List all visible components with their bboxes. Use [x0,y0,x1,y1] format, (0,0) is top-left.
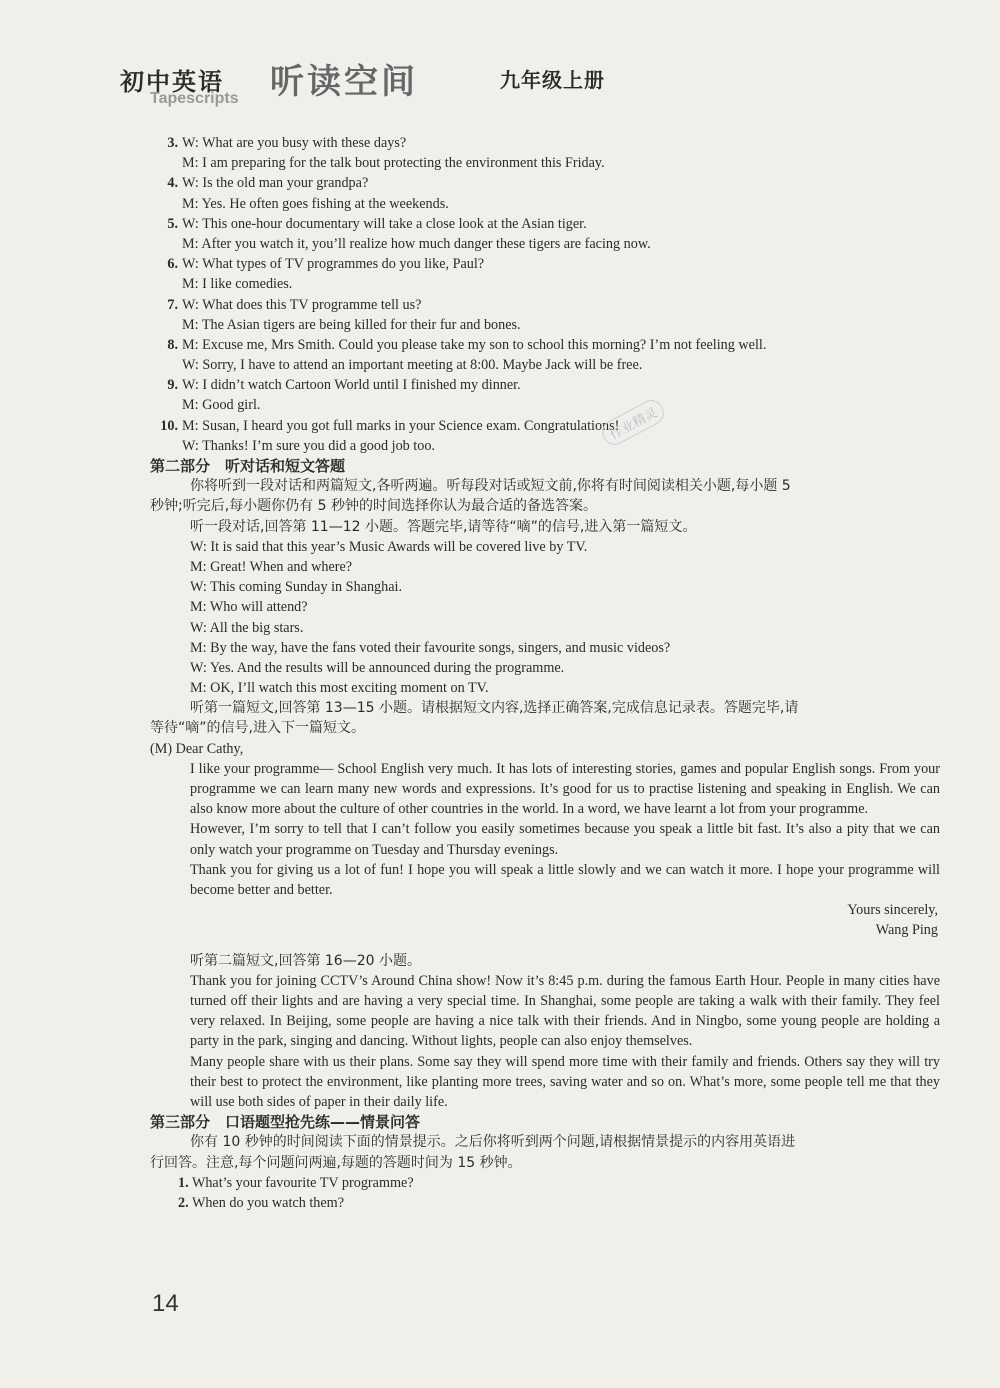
instruction-text: 等待“嘀”的信号,进入下一篇短文。 [150,720,365,737]
question-line [150,1193,940,1213]
speaker: W [182,215,195,232]
dialogue-line: M: Who will attend? [190,599,308,616]
speaker: M [190,599,203,616]
speaker: W [190,538,203,555]
utterance: Good girl. [202,397,261,414]
instruction-text: 你有 10 秒钟的时间阅读下面的情景提示。之后你将听到两个问题,请根据情景提示的内容用英语进 [190,1134,796,1151]
item-number: 8. [167,336,178,353]
utterance: OK, I’ll watch this most exciting moment on TV. [210,680,489,697]
dialogue-line: M: I am preparing for the talk bout protecting the environment this Friday. [182,155,605,172]
question-line [150,1173,940,1193]
letter-greeting: (M) Dear Cathy, [150,740,244,757]
instruction-text: 听第二篇短文,回答第 16—20 小题。 [190,952,421,969]
utterance: Yes. And the results will be announced during the programme. [209,659,565,676]
utterance: Thanks! I’m sure you did a good job too. [202,437,435,454]
utterance: After you watch it, you’ll realize how much danger these tigers are facing now. [201,235,651,252]
speaker: W [182,135,195,151]
instruction-text: 秒钟;听完后,每小题你仍有 5 秒钟的时间选择你认为最合适的备选答案。 [150,498,597,515]
speaker: M [182,195,195,212]
dialogue-line: W: It is said that this year’s Music Awards will be covered live by TV. [190,538,588,555]
speaker: M [182,276,195,293]
dialogue-line: M: After you watch it, you’ll realize how much danger these tigers are facing now. [182,235,651,252]
speaker: M [182,155,195,172]
speaker: M [182,397,195,414]
dialogue-line: 10. M: Susan, I heard you got full marks in your Science exam. Congratulations! [150,416,940,436]
utterance: What does this TV programme tell us? [202,296,422,313]
page-number: 14 [152,1290,179,1317]
page-header [120,50,920,110]
speaker: M [190,680,203,697]
watermark-stamp: 作业精灵 [598,396,668,449]
utterance: By the way, have the fans voted their favourite songs, singers, and music videos? [210,639,671,656]
tapescript-content [150,133,940,1213]
letter-paragraph: However, I’m sorry to tell that I can’t follow you easily sometimes because you speak a little bit fast. It’s also a pity that we can only watch your programme on Tuesday and Thursday evenings. [190,821,940,858]
question-number: 2. [178,1194,189,1211]
dialogue-line: M: I like comedies. [182,276,293,293]
dialogue-line: W: Yes. And the results will be announced during the programme. [190,659,565,676]
section-heading: 第二部分 听对话和短文答题 [150,457,346,475]
dialogue-line: W: Thanks! I’m sure you did a good job too. [182,437,435,454]
dialogue-line: M: OK, I’ll watch this most exciting moment on TV. [190,680,489,697]
dialogue-line: 6. W: What types of TV programmes do you like, Paul? [150,254,940,274]
dialogue-line: W: This coming Sunday in Shanghai. [190,579,403,596]
passage-paragraph: Thank you for joining CCTV’s Around China show! Now it’s 8:45 p.m. during the famous Earth Hour. People in many cities have turned off their lights and are having a very special time. In Shanghai, some people are taking a walk with their family. They feel very relaxed. In Beijing, some people are having a nice talk with their friends. And in Ningbo, some young people are holding a party in the park, singing and dancing. Without lights, people can also enjoy themselves. [190,972,940,1050]
utterance: I didn’t watch Cartoon World until I finished my dinner. [202,377,521,394]
item-number: 7. [167,296,178,313]
instruction-text: 你将听到一段对话和两篇短文,各听两遍。听每段对话或短文前,你将有时间阅读相关小题,每小题 5 [190,478,791,495]
utterance: Is the old man your grandpa? [202,175,369,192]
letter-signature: Wang Ping [875,922,938,939]
section-tag: Tapescripts [150,90,239,107]
utterance: Susan, I heard you got full marks in your Science exam. Congratulations! [202,417,620,434]
utterance: I like comedies. [202,276,293,293]
instruction-text: 听第一篇短文,回答第 13—15 小题。请根据短文内容,选择正确答案,完成信息记录表。答题完毕,请 [190,700,799,717]
dialogue-line: M: Great! When and where? [190,558,353,575]
item-number: 9. [167,377,178,394]
speaker: W [190,659,203,676]
utterance: This coming Sunday in Shanghai. [210,579,403,596]
speaker: M [190,639,203,656]
grade-title: 九年级上册 [500,68,605,92]
utterance: What types of TV programmes do you like, Paul? [202,256,485,273]
speaker: W [190,579,203,596]
brand-title: 听读空间 [270,62,418,102]
dialogue-line: 8. M: Excuse me, Mrs Smith. Could you please take my son to school this morning? I’m not feeling well. [150,335,940,355]
speaker: M [182,417,195,434]
dialogue-line: 4. W: Is the old man your grandpa? [150,173,940,193]
speaker: M [182,316,195,333]
speaker: W [182,256,195,273]
item-number: 6. [167,256,178,273]
instruction-text: 听一段对话,回答第 11—12 小题。答题完毕,请等待“嘀”的信号,进入第一篇短文。 [190,518,697,535]
dialogue-line: M: The Asian tigers are being killed for their fur and bones. [182,316,521,333]
letter-paragraph: I like your programme— School English very much. It has lots of interesting stories, games and popular English songs. From your programme we can learn many new words and expressions. It’s good for us to practise listening and speaking in English. We can also know more about the culture of other countries in the world. In a word, we have learnt a lot from your programme. [190,760,940,818]
dialogue-line: M: Yes. He often goes fishing at the weekends. [182,195,449,212]
utterance: The Asian tigers are being killed for their fur and bones. [201,316,521,333]
speaker: W [182,437,195,454]
series-title: 初中英语 [120,68,224,96]
item-number: 3. [167,135,178,151]
dialogue-line: W: Sorry, I have to attend an important meeting at 8:00. Maybe Jack will be free. [182,357,643,374]
utterance: All the big stars. [209,619,304,636]
section-heading: 第三部分 口语题型抢先练——情景问答 [150,1113,421,1132]
speaker: M [182,336,195,353]
question-text: When do you watch them? [191,1194,345,1211]
speaker: W [182,296,195,313]
letter-paragraph: Thank you for giving us a lot of fun! I hope you will speak a little slowly and we can watch it more. I hope your programme will become better and better. [190,861,940,899]
question-number: 1. [178,1174,189,1191]
utterance: This one-hour documentary will take a close look at the Asian tiger. [202,215,587,232]
item-number: 5. [167,215,178,232]
utterance: Yes. He often goes fishing at the weekends. [201,195,449,212]
utterance: What are you busy with these days? [202,135,407,151]
utterance: Great! When and where? [210,558,353,575]
utterance: Sorry, I have to attend an important meeting at 8:00. Maybe Jack will be free. [202,357,643,374]
dialogue-line: M: Good girl. [182,397,261,414]
dialogue-line: 7. W: What does this TV programme tell us? [150,295,940,315]
speaker: W [182,357,195,374]
speaker: W [182,175,195,192]
dialogue-line: 5. W: This one-hour documentary will take a close look at the Asian tiger. [150,214,940,234]
item-number: 4. [167,175,178,192]
dialogue-line: W: All the big stars. [190,619,304,636]
dialogue-line: M: By the way, have the fans voted their favourite songs, singers, and music videos? [190,639,671,656]
utterance: I am preparing for the talk bout protecting the environment this Friday. [202,155,605,172]
item-number: 10. [160,417,178,434]
utterance: It is said that this year’s Music Awards will be covered live by TV. [210,538,588,555]
speaker: M [182,235,195,252]
letter-closing: Yours sincerely, [847,902,938,919]
speaker: W [182,377,195,394]
passage-paragraph: Many people share with us their plans. Some say they will spend more time with their family and friends. Others say they will try their best to protect the environment, like planting more trees, saving water and so on. What’s more, some people tell me that they will use both sides of paper in their daily life. [190,1053,940,1111]
speaker: W [190,619,203,636]
question-text: What’s your favourite TV programme? [191,1174,414,1191]
dialogue-line: 3. W: What are you busy with these days? [150,133,940,153]
utterance: Excuse me, Mrs Smith. Could you please take my son to school this morning? I’m not feeling well. [202,336,767,353]
instruction-text: 行回答。注意,每个问题问两遍,每题的答题时间为 15 秒钟。 [150,1154,522,1171]
utterance: Who will attend? [209,599,308,616]
dialogue-line: 9. W: I didn’t watch Cartoon World until I finished my dinner. [150,375,940,395]
speaker: M [190,558,203,575]
